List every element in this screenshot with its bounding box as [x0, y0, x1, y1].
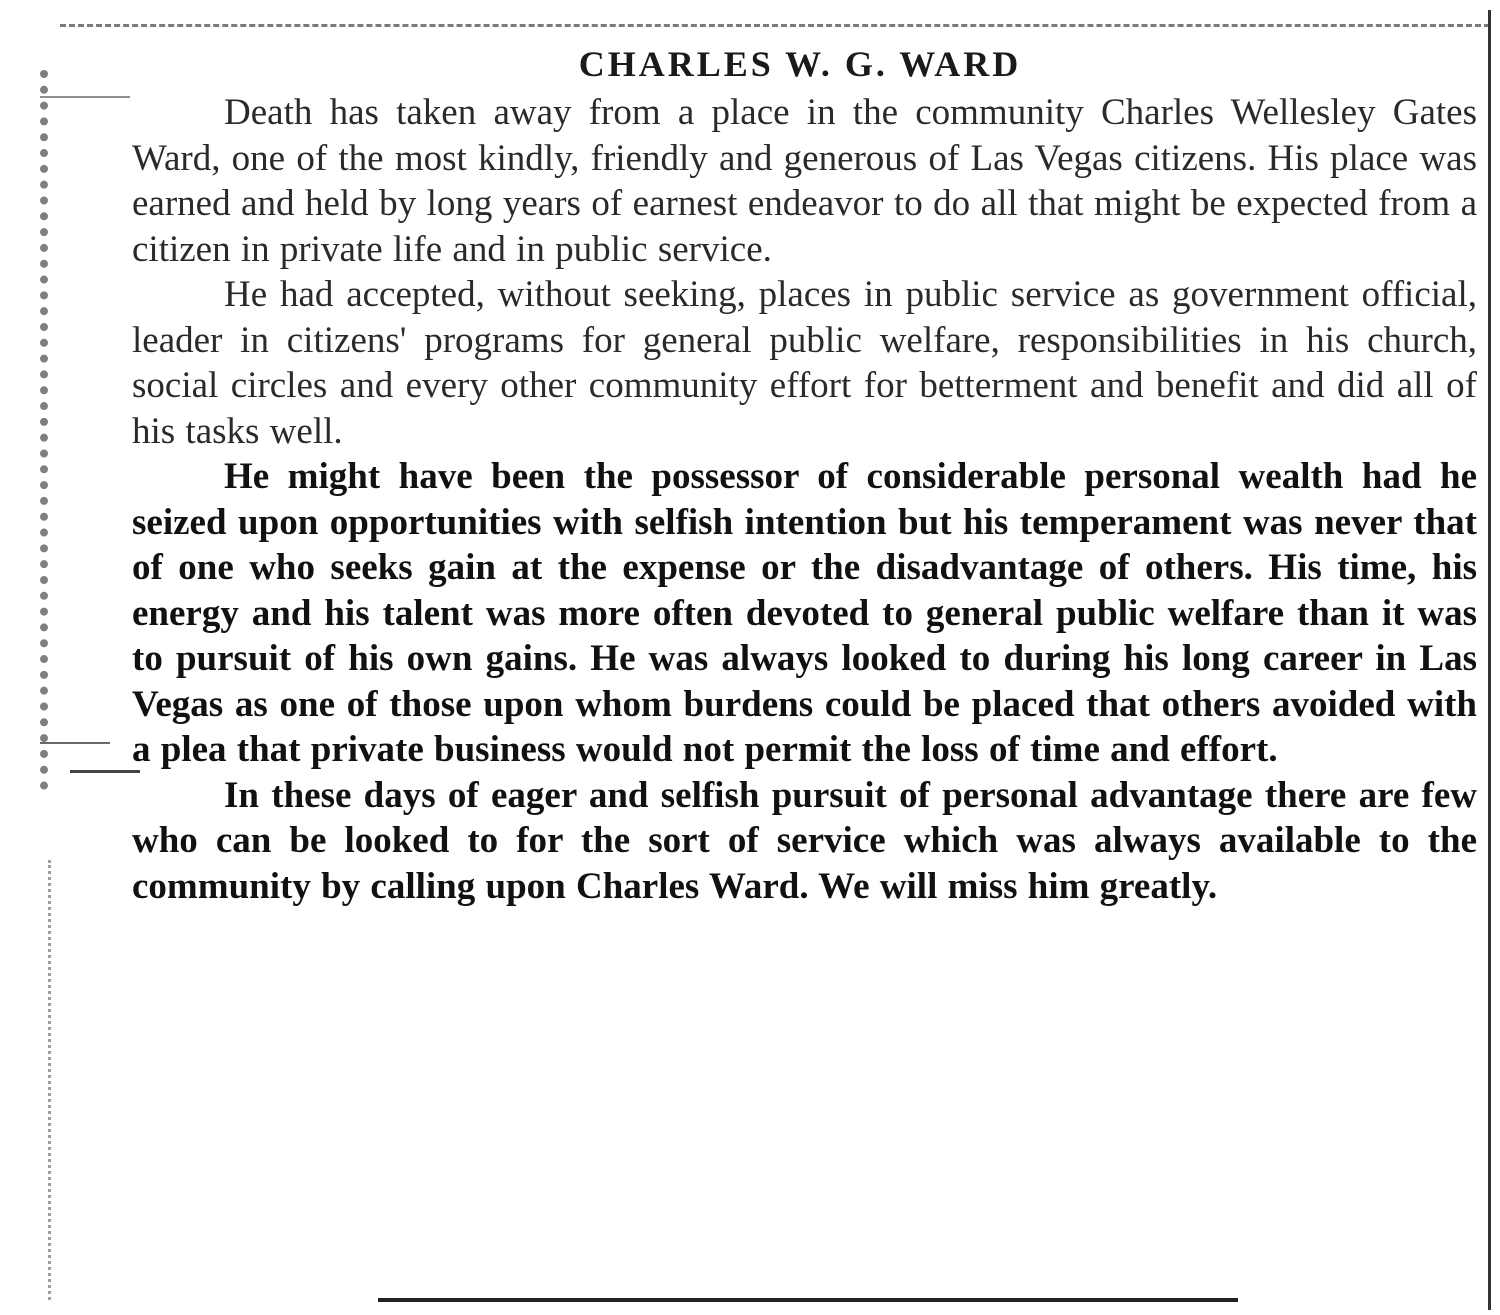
article-body — [132, 90, 1477, 909]
left-column-rule-lower — [48, 860, 51, 1300]
left-margin-mark — [40, 742, 110, 744]
bottom-rule — [378, 1298, 1238, 1302]
article-paragraph: Death has taken away from a place in the community Charles Wellesley Gates Ward, one of the most kindly, friendly and generous of Las Vegas citizens. His place was earned and held by long years of earnest endeavor to do all that might be expected from a citizen in private life and in public service. — [132, 92, 1477, 270]
article-paragraph: In these days of eager and selfish pursuit of personal advantage there are few who can be looked to for the sort of service which was always available to the community by calling upon Charles Ward. We will miss him greatly. — [132, 774, 1477, 907]
article-headline: CHARLES W. G. WARD — [578, 44, 1022, 84]
left-margin-mark — [40, 96, 130, 98]
right-column-rule — [1488, 10, 1491, 1310]
article-paragraph: He might have been the possessor of considerable personal wealth had he seized upon opportunities with selfish intention but his temperament was never that of one who seeks gain at the expense or the disadvantage of others. His time, his energy and his talent was more often devoted to general public welfare than it was to pursuit of his own gains. He was always looked to during his long career in Las Vegas as one of those upon whom burdens could be placed that others avoided with a plea that private business would not permit the loss of time and effort. — [132, 456, 1477, 770]
article-paragraph: He had accepted, without seeking, places in public service as government official, leader in citizens' programs for general public welfare, responsibilities in his church, social circles and every other community effort for betterment and benefit and did all of his tasks well. — [132, 274, 1477, 452]
left-column-rule — [40, 70, 48, 790]
top-rule — [60, 24, 1490, 27]
left-margin-mark — [70, 770, 140, 773]
